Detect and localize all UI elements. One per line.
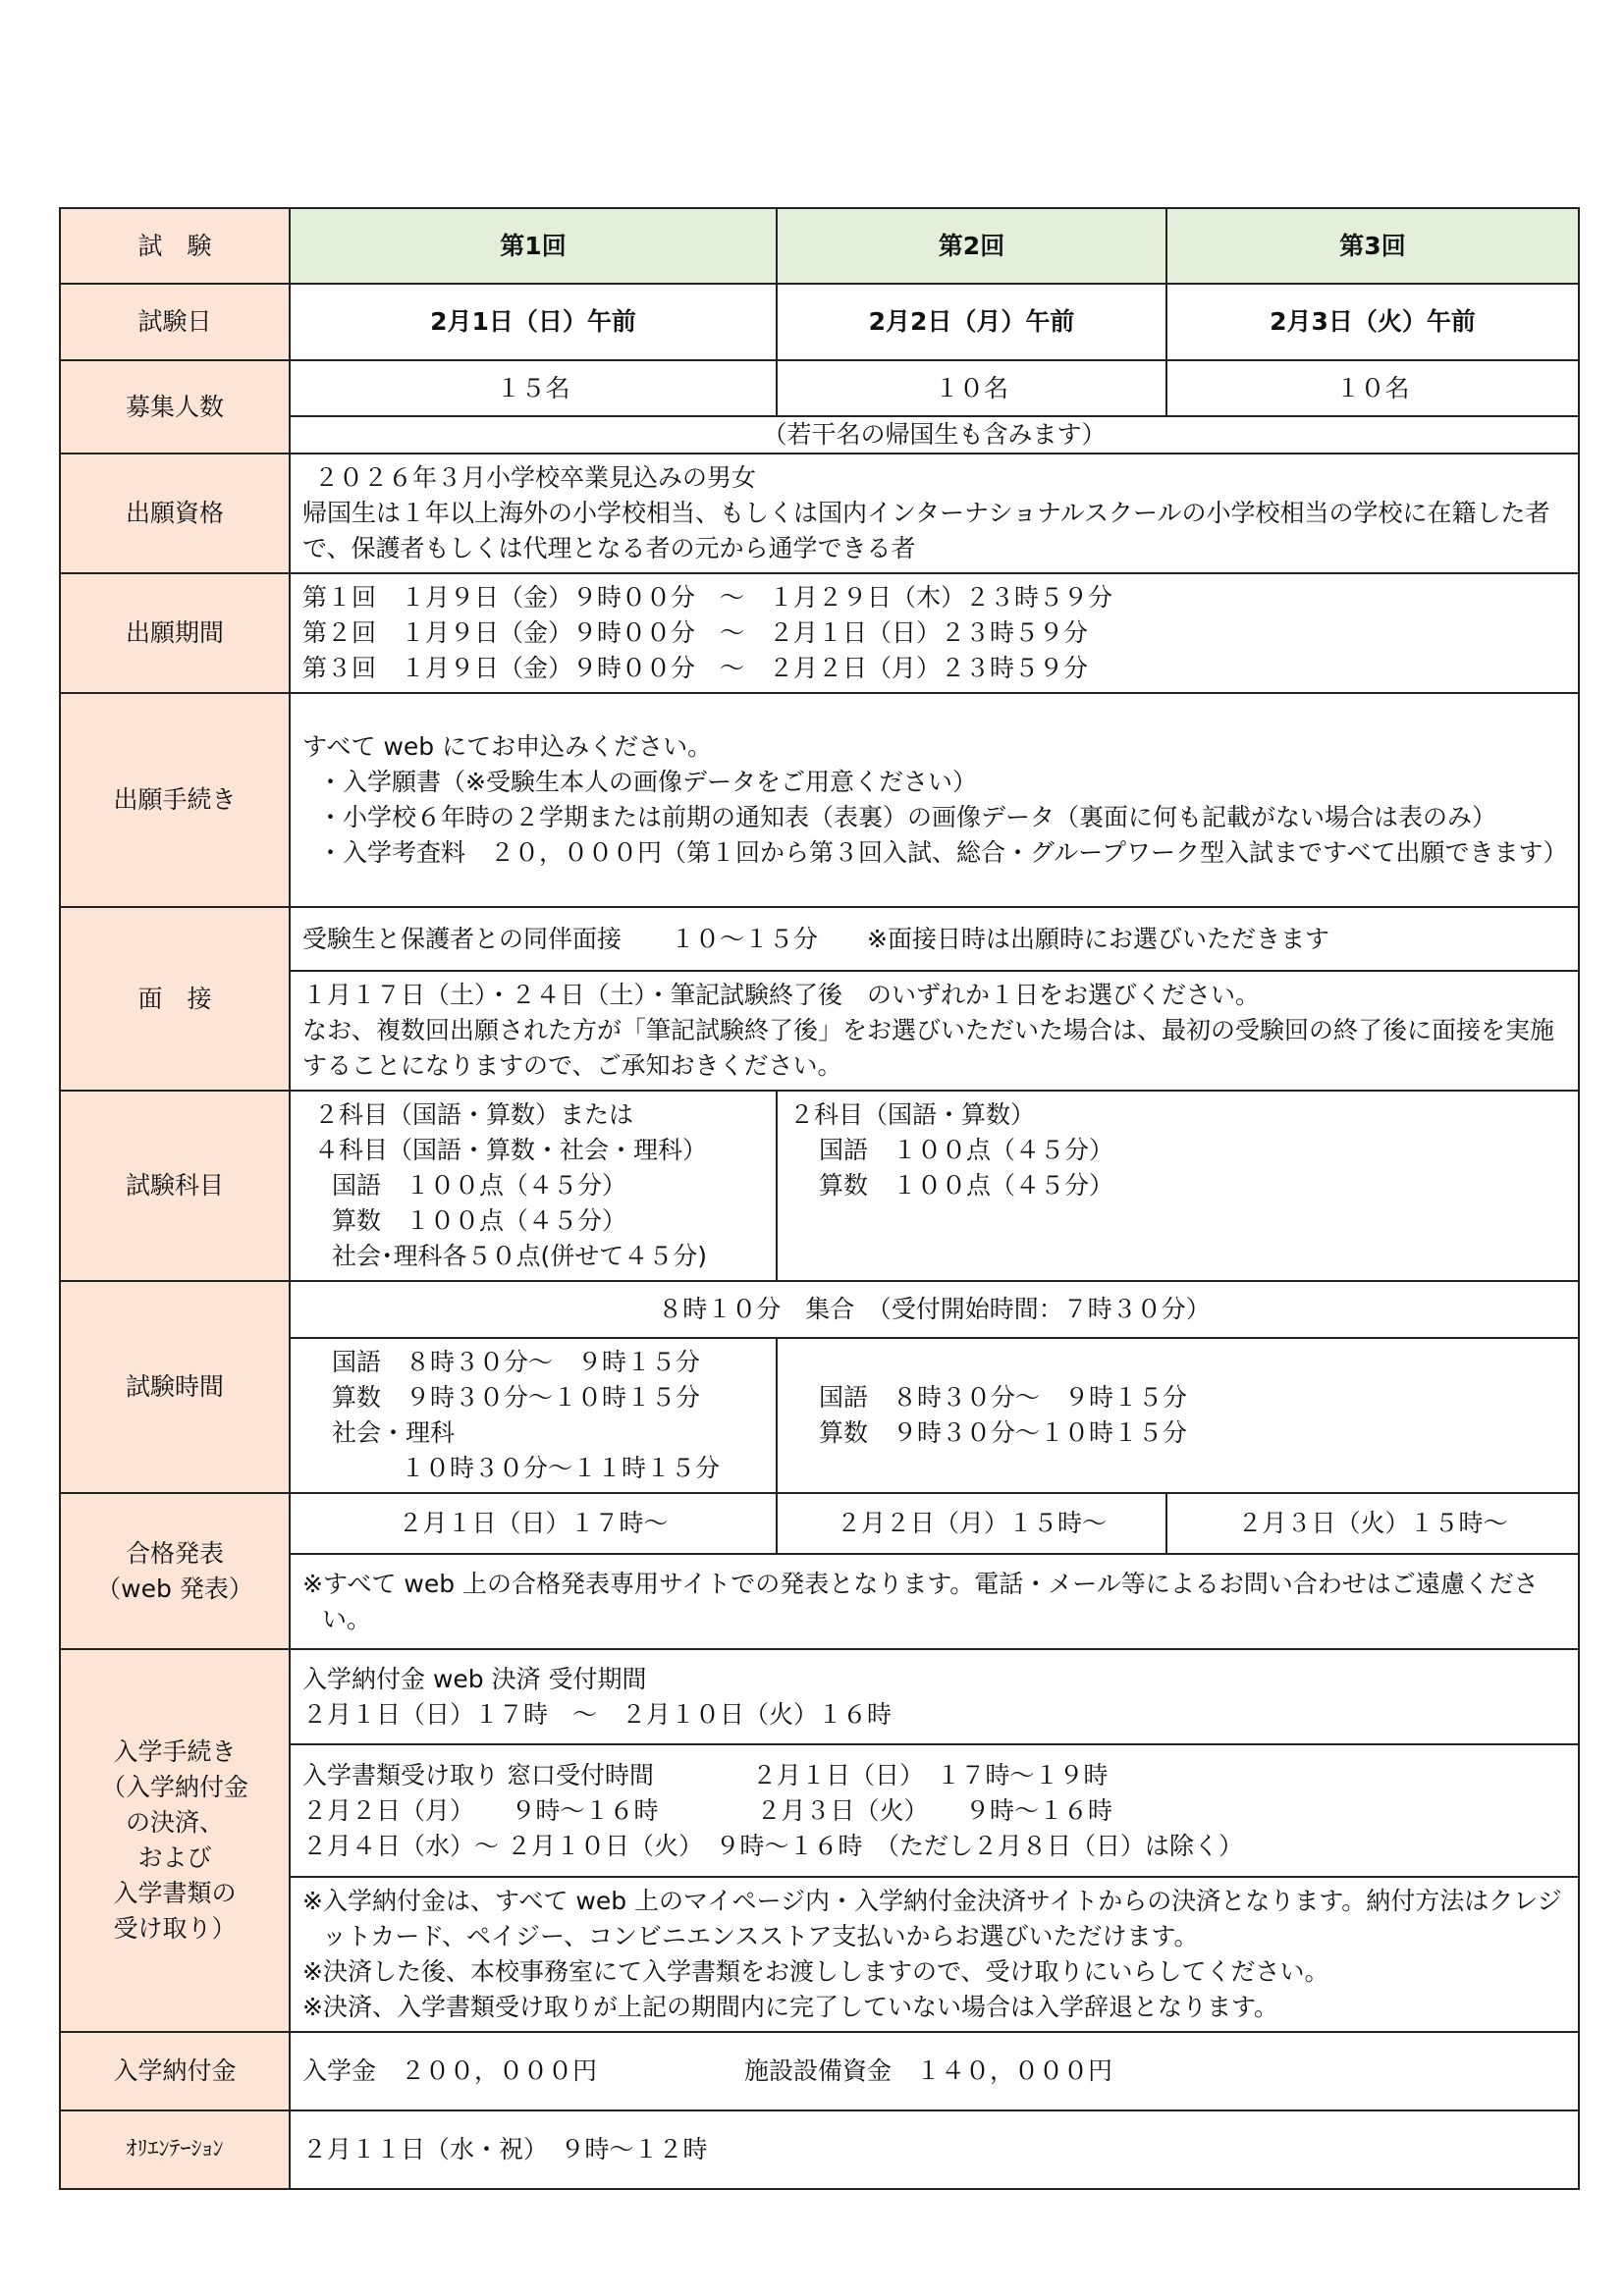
- procedure-label: 出願手続き: [60, 693, 290, 907]
- results-label-line: 合格発表: [125, 1538, 224, 1568]
- application-period-line: 第２回 １月９日（金）９時００分 ～ ２月１日（日）２３時５９分: [302, 618, 1089, 647]
- fees-label: 入学納付金: [60, 2032, 290, 2110]
- subjects-left-line: 算数 １００点（４５分）: [332, 1206, 627, 1235]
- enrollment-label-line: 入学書類の: [113, 1879, 237, 1907]
- enrollment-notes: [290, 1877, 1579, 2032]
- eligibility-line-1: ２０２６年３月小学校卒業見込みの男女: [314, 463, 757, 492]
- round-1-header: 第1回: [290, 208, 777, 284]
- results-time-3: ２月３日（火）１５時～: [1166, 1493, 1579, 1554]
- enrollment-label: [60, 1649, 290, 2032]
- procedure-item: ・小学校６年時の２学期または前期の通知表（表裏）の画像データ（裏面に何も記載がない場合は表のみ）: [318, 803, 1497, 831]
- fees-row: [60, 2032, 1579, 2110]
- exam-time-assembly: ８時１０分 集合 （受付開始時間：７時３０分）: [290, 1281, 1579, 1338]
- results-time-1: ２月１日（日）１７時～: [290, 1493, 777, 1554]
- exam-time-left-line: 社会・理科: [332, 1418, 456, 1447]
- subjects-right: [777, 1091, 1579, 1281]
- enrollment-label-line: 入学手続き: [113, 1737, 237, 1766]
- application-period-label: 出願期間: [60, 573, 290, 693]
- exam-date-label: 試験日: [60, 284, 290, 360]
- exam-time-left: [290, 1338, 777, 1493]
- exam-time-label: 試験時間: [60, 1281, 290, 1493]
- subjects-row: [60, 1091, 1579, 1281]
- capacity-note: （若干名の帰国生も含みます）: [290, 416, 1579, 454]
- round-3-header: 第3回: [1166, 208, 1579, 284]
- admission-schedule-table: [59, 207, 1580, 2190]
- interview-line-3: なお、複数回出願された方が「筆記試験終了後」をお選びいただいた場合は、最初の受験回の終了後に面接を実施することになりますので、ご承知おきください。: [302, 1016, 1555, 1080]
- orientation-label: ｵﾘｴﾝﾃｰｼｮﾝ: [60, 2110, 290, 2189]
- documents-line: 入学書類受け取り 窓口受付時間 ２月１日（日） １７時～１９時: [302, 1760, 1109, 1789]
- subjects-left-line: ２科目（国語・算数）または: [314, 1100, 634, 1129]
- enrollment-label-line: （入学納付金: [100, 1773, 248, 1801]
- orientation-text: ２月１１日（水・祝） ９時～１２時: [290, 2110, 1579, 2189]
- exam-time-right: [777, 1338, 1579, 1493]
- results-label: [60, 1493, 290, 1649]
- exam-date-row: [60, 284, 1579, 360]
- subjects-left-line: 国語 １００点（４５分）: [332, 1171, 627, 1200]
- capacity-2: １０名: [777, 360, 1166, 416]
- subjects-left: [290, 1091, 777, 1281]
- application-period-content: [290, 573, 1579, 693]
- documents-line: ２月２日（月） ９時～１６時 ２月３日（火） ９時～１６時: [302, 1795, 1113, 1825]
- results-label-line: （web 発表）: [96, 1574, 253, 1603]
- application-period-line: 第１回 １月９日（金）９時００分 ～ １月２９日（木）２３時５９分: [302, 583, 1113, 612]
- exam-time-left-line: 算数 ９時３０分～１０時１５分: [332, 1383, 701, 1412]
- capacity-row: [60, 360, 1579, 416]
- interview-label: 面 接: [60, 907, 290, 1091]
- interview-detail: [290, 971, 1579, 1091]
- results-note: [290, 1554, 1579, 1649]
- eligibility-content: [290, 454, 1579, 573]
- documents-line: ２月４日（水）～ ２月１０日（火） ９時～１６時 （ただし２月８日（日）は除く）: [302, 1831, 1243, 1860]
- results-time-2: ２月２日（月）１５時～: [777, 1493, 1166, 1554]
- exam-date-2: 2月2日（月）午前: [777, 284, 1166, 360]
- subjects-right-line: 国語 １００点（４５分）: [819, 1136, 1114, 1164]
- exam-date-1: 2月1日（日）午前: [290, 284, 777, 360]
- procedure-content: [290, 693, 1579, 907]
- interview-line-1: 受験生と保護者との同伴面接 １０～１５分 ※面接日時は出願時にお選びいただきます: [290, 907, 1579, 971]
- enrollment-note: ※決済、入学書類受け取りが上記の期間内に完了していない場合は入学辞退となります。: [302, 1993, 1278, 2021]
- eligibility-label: 出願資格: [60, 454, 290, 573]
- enrollment-note: ※入学納付金は、すべて web 上のマイページ内・入学納付金決済サイトからの決済となります。納付方法はクレジットカード、ペイジー、コンビニエンスストア支払いからお選びいただけます。: [302, 1887, 1562, 1950]
- exam-time-right-line: 国語 ８時３０分～ ９時１５分: [819, 1383, 1188, 1412]
- procedure-item: ・入学願書（※受験生本人の画像データをご用意ください）: [318, 768, 977, 796]
- fees-text: 入学金 ２００，０００円 施設設備資金 １４０，０００円: [290, 2032, 1579, 2110]
- exam-time-left-line: １０時３０分～１１時１５分: [401, 1454, 721, 1482]
- header-row: [60, 208, 1579, 284]
- capacity-3: １０名: [1166, 360, 1579, 416]
- subjects-left-line: ４科目（国語・算数・社会・理科）: [314, 1136, 708, 1164]
- enrollment-row: [60, 1649, 1579, 1744]
- capacity-label: 募集人数: [60, 360, 290, 454]
- subjects-right-line: ２科目（国語・算数）: [789, 1100, 1036, 1129]
- results-row: [60, 1493, 1579, 1554]
- procedure-intro: すべて web にてお申込みください。: [302, 732, 713, 761]
- subjects-right-line: 算数 １００点（４５分）: [819, 1171, 1114, 1200]
- eligibility-row: [60, 454, 1579, 573]
- exam-time-left-line: 国語 ８時３０分～ ９時１５分: [332, 1348, 701, 1376]
- exam-label: 試 験: [60, 208, 290, 284]
- enrollment-label-line: の決済、: [125, 1808, 224, 1837]
- payment-period-cell: [290, 1649, 1579, 1744]
- enrollment-label-line: および: [137, 1843, 212, 1872]
- exam-time-row: [60, 1281, 1579, 1338]
- enrollment-label-line: 受け取り）: [113, 1914, 237, 1943]
- documents-cell: [290, 1744, 1579, 1877]
- payment-period: ２月１日（日）１７時 ～ ２月１０日（火）１６時: [302, 1699, 893, 1729]
- round-2-header: 第2回: [777, 208, 1166, 284]
- subjects-left-line: 社会･理科各５０点(併せて４５分): [332, 1242, 708, 1270]
- procedure-row: [60, 693, 1579, 907]
- orientation-row: [60, 2110, 1579, 2189]
- enrollment-note: ※決済した後、本校事務室にて入学書類をお渡ししますので、受け取りにいらしてください。: [302, 1957, 1329, 1986]
- application-period-row: [60, 573, 1579, 693]
- payment-title: 入学納付金 web 決済 受付期間: [302, 1664, 647, 1693]
- procedure-item: ・入学考査料 ２０，０００円（第１回から第３回入試、総合・グループワーク型入試まですべて出願できます）: [318, 838, 1568, 867]
- exam-date-3: 2月3日（火）午前: [1166, 284, 1579, 360]
- capacity-1: １５名: [290, 360, 777, 416]
- interview-line-2: １月１７日（土）・２４日（土）・筆記試験終了後 のいずれか１日をお選びください。: [302, 981, 1261, 1009]
- exam-time-right-line: 算数 ９時３０分～１０時１５分: [819, 1418, 1188, 1447]
- interview-row: [60, 907, 1579, 971]
- subjects-label: 試験科目: [60, 1091, 290, 1281]
- application-period-line: 第３回 １月９日（金）９時００分 ～ ２月２日（月）２３時５９分: [302, 654, 1089, 682]
- results-note-text: ※すべて web 上の合格発表専用サイトでの発表となります。電話・メール等によるお問い合わせはご遠慮ください。: [302, 1569, 1539, 1633]
- eligibility-line-2: 帰国生は１年以上海外の小学校相当、もしくは国内インターナショナルスクールの小学校相当の学校に在籍した者で、保護者もしくは代理となる者の元から通学できる者: [302, 499, 1550, 562]
